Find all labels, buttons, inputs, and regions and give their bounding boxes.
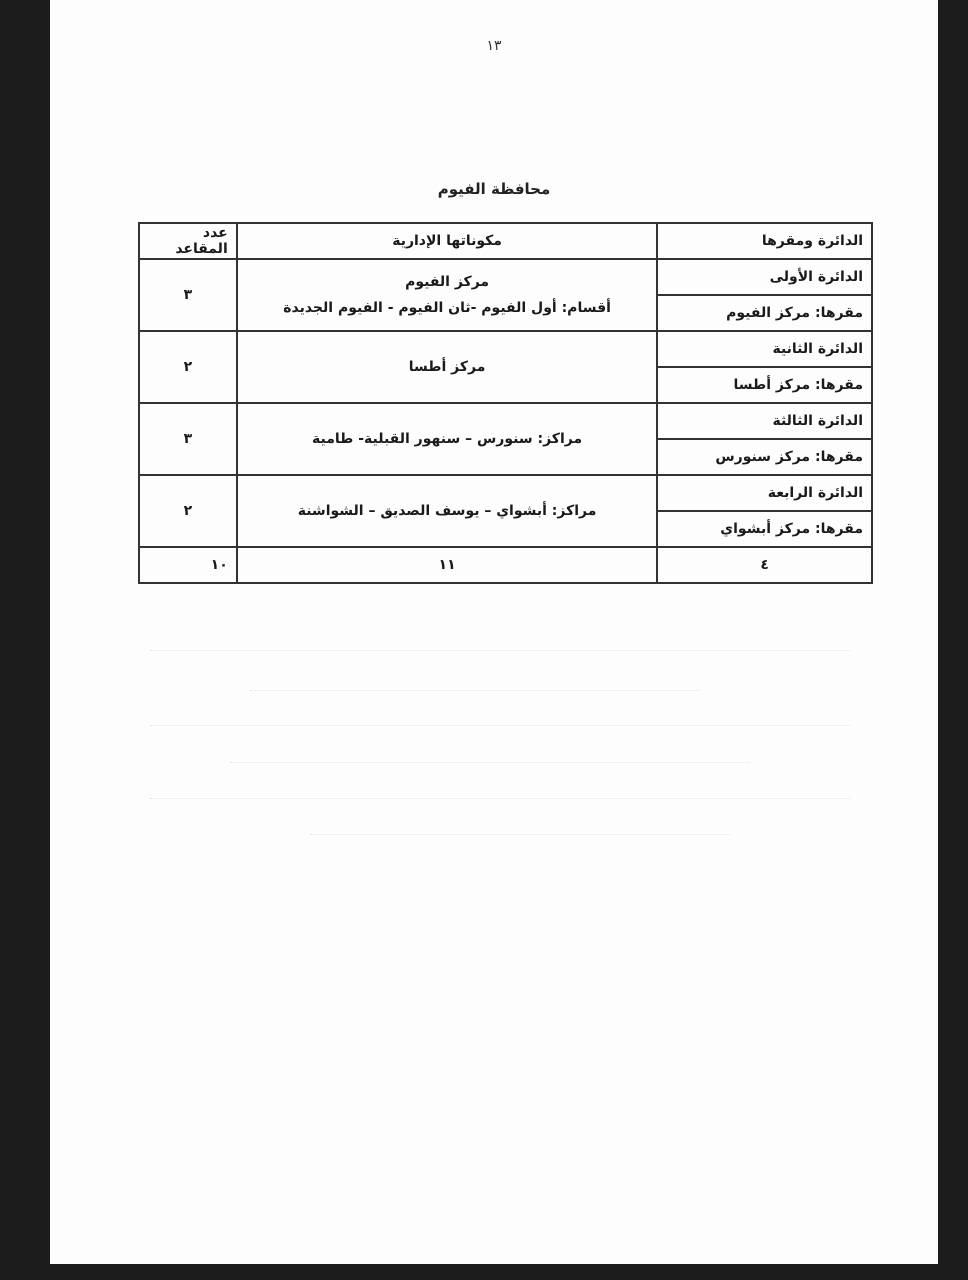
table-row bbox=[139, 259, 872, 295]
table-row bbox=[139, 403, 872, 439]
bleed-through-line bbox=[310, 834, 730, 835]
table-row bbox=[139, 475, 872, 511]
district-name: الدائرة الأولى bbox=[657, 259, 872, 295]
district-seat: مقرها: مركز أطسا bbox=[657, 367, 872, 403]
district-components: مراكز: أبشواي – يوسف الصديق – الشواشنة bbox=[237, 475, 658, 547]
header-seats: عدد المقاعد bbox=[139, 223, 237, 259]
district-seats: ٣ bbox=[139, 259, 237, 331]
total-seats: ١٠ bbox=[139, 547, 237, 583]
total-components: ١١ bbox=[237, 547, 658, 583]
header-district: الدائرة ومقرها bbox=[657, 223, 872, 259]
district-name: الدائرة الرابعة bbox=[657, 475, 872, 511]
bleed-through-line bbox=[250, 690, 700, 691]
bleed-through-line bbox=[150, 798, 850, 799]
components-line: أقسام: أول الفيوم -ثان الفيوم - الفيوم الجديدة bbox=[283, 300, 611, 316]
district-seat: مقرها: مركز سنورس bbox=[657, 439, 872, 475]
district-seat: مقرها: مركز أبشواي bbox=[657, 511, 872, 547]
header-components: مكوناتها الإدارية bbox=[237, 223, 658, 259]
bleed-through-line bbox=[150, 650, 850, 651]
bleed-through-line bbox=[230, 762, 750, 763]
components-line: مركز الفيوم bbox=[405, 274, 490, 290]
table-row bbox=[139, 331, 872, 367]
totals-row bbox=[139, 547, 872, 583]
table-header-row bbox=[139, 223, 872, 259]
district-components: مركز أطسا bbox=[237, 331, 658, 403]
district-seats: ٢ bbox=[139, 475, 237, 547]
document-page bbox=[50, 0, 938, 1264]
district-seat: مقرها: مركز الفيوم bbox=[657, 295, 872, 331]
bleed-through-line bbox=[150, 725, 850, 726]
district-components: مراكز: سنورس – سنهور القبلية- طامية bbox=[237, 403, 658, 475]
district-seats: ٣ bbox=[139, 403, 237, 475]
district-seats: ٢ bbox=[139, 331, 237, 403]
district-name: الدائرة الثالثة bbox=[657, 403, 872, 439]
district-name: الدائرة الثانية bbox=[657, 331, 872, 367]
total-districts: ٤ bbox=[657, 547, 872, 583]
district-components bbox=[237, 259, 658, 331]
page-title: محافظة الفيوم bbox=[437, 180, 551, 198]
districts-table bbox=[138, 222, 873, 584]
page-number: ١٣ bbox=[486, 38, 502, 54]
